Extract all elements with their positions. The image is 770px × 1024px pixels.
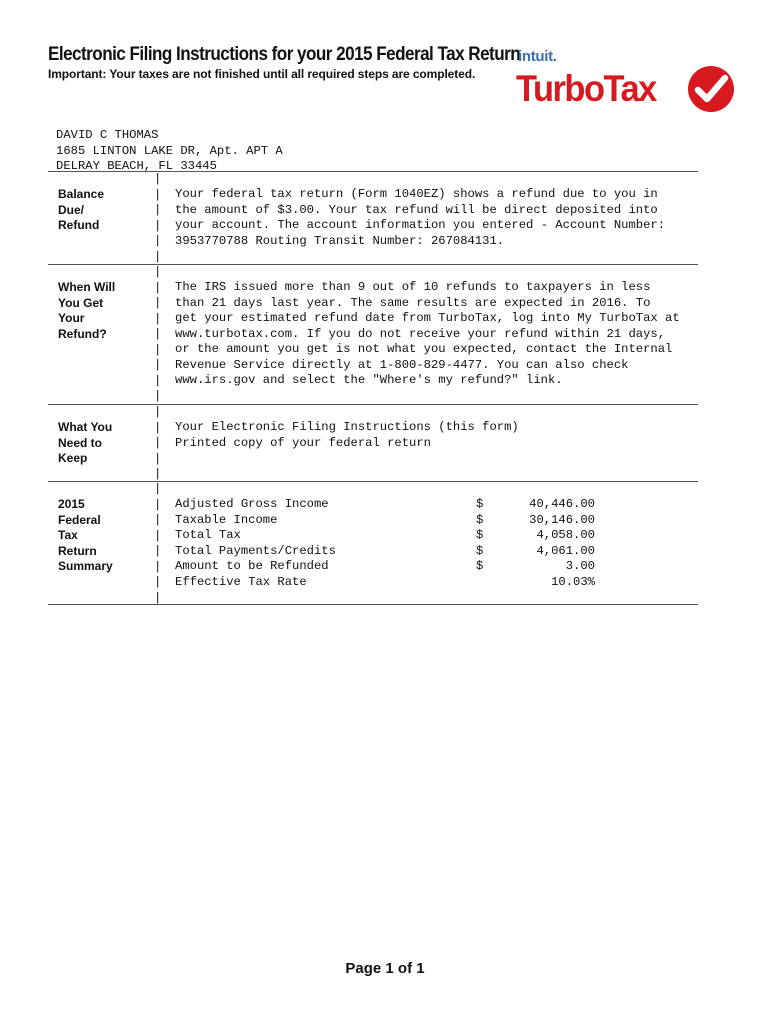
divider <box>48 604 698 605</box>
summary-row-label: Total Payments/Credits <box>175 543 336 558</box>
divider <box>48 171 698 172</box>
checkmark-icon <box>686 64 736 114</box>
summary-row-value: 4,061.00 <box>536 543 595 558</box>
section-label-balance: Balance Due/ Refund <box>58 187 105 232</box>
address-city: DELRAY BEACH, FL 33445 <box>56 159 217 173</box>
intuit-wordmark: intuit. <box>518 48 557 65</box>
summary-row-label: Amount to be Refunded <box>175 559 329 573</box>
summary-row <box>175 528 595 544</box>
keep-text: Your Electronic Filing Instructions (this form) Printed copy of your federal return <box>175 420 519 450</box>
pipe-column: | | | | | <box>154 405 162 481</box>
summary-row-value: 3.00 <box>565 559 595 573</box>
page-title: Electronic Filing Instructions for your 2015 Federal Tax Return <box>48 44 521 65</box>
summary-row-value: 4,058.00 <box>536 528 595 542</box>
divider <box>48 264 698 265</box>
turbotax-wordmark: TurboTax <box>516 68 656 109</box>
section-label-summary: 2015 Federal Tax Return Summary <box>58 497 113 573</box>
section-label-when: When Will You Get Your Refund? <box>58 280 116 341</box>
summary-row-dollar: $ <box>476 543 484 558</box>
turbotax-logo <box>514 46 736 118</box>
summary-row-label: Effective Tax Rate <box>175 574 307 589</box>
summary-row-value: 30,146.00 <box>529 512 595 527</box>
when-text: The IRS issued more than 9 out of 10 refunds to taxpayers in less than 21 days last year. The same results are expected in 2016. To get your estimated refund date from TurboTax, log into My TurboTax at www.turbotax.com. If you do not receive your refund within 21 days, or the amount you get is not what you expected, contact the Internal Revenue Service directly at 1-800-829-4477. You can also check www.irs.gov and select the "Where's my refund?" link. <box>175 280 680 387</box>
summary-row-value: 40,446.00 <box>529 497 595 511</box>
summary-row-label: Total Tax <box>175 528 241 542</box>
summary-row-label: Taxable Income <box>175 512 278 527</box>
page-number: Page 1 of 1 <box>345 960 425 977</box>
section-label-keep: What You Need to Keep <box>58 420 113 465</box>
summary-row <box>175 559 595 575</box>
page-subtitle: Important: Your taxes are not finished until all required steps are completed. <box>48 67 476 81</box>
summary-row-dollar: $ <box>476 559 484 573</box>
summary-row <box>175 575 595 591</box>
divider <box>48 481 698 482</box>
summary-row-dollar: $ <box>476 497 484 511</box>
summary-row-dollar: $ <box>476 512 484 527</box>
pipe-column: | | | | | | | | <box>154 482 162 605</box>
pipe-column: | | | | | | <box>154 172 162 264</box>
address-name: DAVID C THOMAS <box>56 128 159 142</box>
summary-row-value: 10.03% <box>551 574 595 589</box>
pipe-column: | | | | | | | | | <box>154 265 162 403</box>
address-street: 1685 LINTON LAKE DR, Apt. APT A <box>56 143 283 158</box>
summary-row <box>175 513 595 529</box>
balance-text: Your federal tax return (Form 1040EZ) shows a refund due to you in the amount of $3.00. Your tax refund will be direct deposited into your account. The account information you entered - Account Number: 3953770788 Routing Transit Number: 267084131. <box>175 187 666 248</box>
summary-row-label: Adjusted Gross Income <box>175 497 329 511</box>
summary-row-dollar: $ <box>476 528 484 542</box>
summary-row <box>175 544 595 560</box>
divider <box>48 404 698 405</box>
summary-row <box>175 497 595 513</box>
